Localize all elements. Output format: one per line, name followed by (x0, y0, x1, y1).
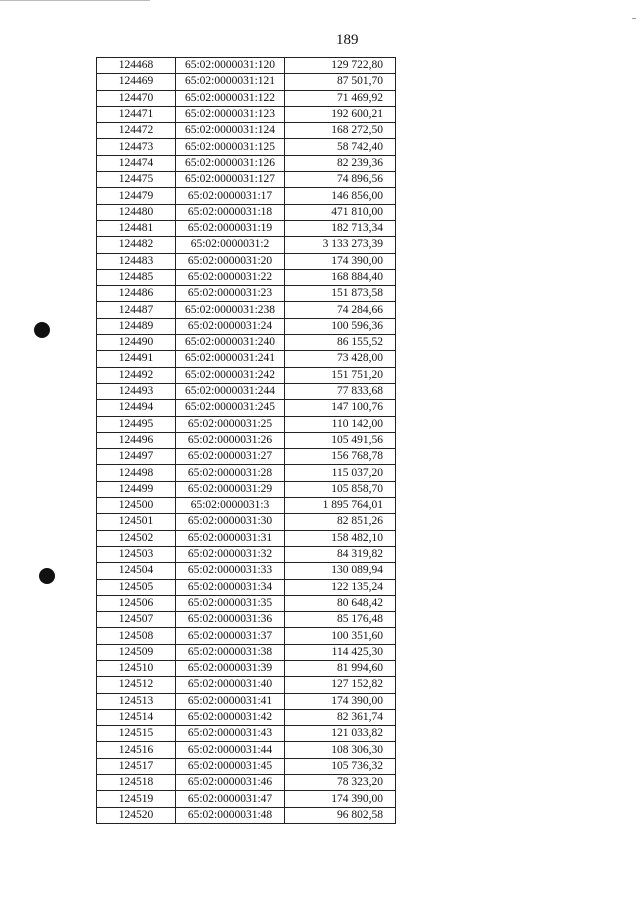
row-id-cell: 124481 (97, 220, 176, 236)
cadastral-value-cell: 114 425,30 (285, 644, 396, 660)
cadastral-value-cell: 168 272,50 (285, 123, 396, 139)
cadastral-value-cell: 110 142,00 (285, 416, 396, 432)
cadastral-value-cell: 100 596,36 (285, 318, 396, 334)
cadastral-number-cell: 65:02:0000031:28 (176, 465, 285, 481)
cadastral-value-cell: 115 037,20 (285, 465, 396, 481)
table-row (97, 726, 396, 742)
row-id-cell: 124507 (97, 612, 176, 628)
cadastral-number-cell: 65:02:0000031:18 (176, 204, 285, 220)
row-id-cell: 124500 (97, 498, 176, 514)
cadastral-number-cell: 65:02:0000031:39 (176, 660, 285, 676)
cadastral-number-cell: 65:02:0000031:238 (176, 302, 285, 318)
cadastral-number-cell: 65:02:0000031:126 (176, 155, 285, 171)
cadastral-value-cell: 147 100,76 (285, 400, 396, 416)
page-number: 189 (336, 32, 359, 48)
table-row (97, 807, 396, 823)
row-id-cell: 124475 (97, 172, 176, 188)
cadastral-value-table (96, 57, 396, 824)
cadastral-value-cell: 182 713,34 (285, 220, 396, 236)
table-row (97, 612, 396, 628)
cadastral-value-cell: 174 390,00 (285, 253, 396, 269)
cadastral-value-cell: 174 390,00 (285, 693, 396, 709)
table-row (97, 693, 396, 709)
row-id-cell: 124474 (97, 155, 176, 171)
table-row (97, 709, 396, 725)
row-id-cell: 124471 (97, 106, 176, 122)
table-row (97, 106, 396, 122)
row-id-cell: 124502 (97, 530, 176, 546)
cadastral-value-cell: 85 176,48 (285, 612, 396, 628)
cadastral-number-cell: 65:02:0000031:38 (176, 644, 285, 660)
cadastral-value-cell: 130 089,94 (285, 563, 396, 579)
table-row (97, 758, 396, 774)
row-id-cell: 124493 (97, 383, 176, 399)
table-row (97, 188, 396, 204)
cadastral-number-cell: 65:02:0000031:26 (176, 432, 285, 448)
cadastral-value-cell: 78 323,20 (285, 775, 396, 791)
cadastral-number-cell: 65:02:0000031:42 (176, 709, 285, 725)
table-row (97, 546, 396, 562)
cadastral-value-cell: 74 284,66 (285, 302, 396, 318)
table-row (97, 677, 396, 693)
table-row (97, 204, 396, 220)
table-row (97, 318, 396, 334)
cadastral-number-cell: 65:02:0000031:22 (176, 269, 285, 285)
cadastral-value-cell: 127 152,82 (285, 677, 396, 693)
table-row (97, 367, 396, 383)
row-id-cell: 124506 (97, 595, 176, 611)
cadastral-number-cell: 65:02:0000031:242 (176, 367, 285, 383)
row-id-cell: 124492 (97, 367, 176, 383)
row-id-cell: 124498 (97, 465, 176, 481)
row-id-cell: 124495 (97, 416, 176, 432)
cadastral-number-cell: 65:02:0000031:2 (176, 237, 285, 253)
table-row (97, 172, 396, 188)
table-row (97, 579, 396, 595)
cadastral-number-cell: 65:02:0000031:48 (176, 807, 285, 823)
cadastral-number-cell: 65:02:0000031:123 (176, 106, 285, 122)
row-id-cell: 124504 (97, 563, 176, 579)
row-id-cell: 124482 (97, 237, 176, 253)
table-row (97, 383, 396, 399)
cadastral-number-cell: 65:02:0000031:37 (176, 628, 285, 644)
row-id-cell: 124517 (97, 758, 176, 774)
cadastral-value-cell: 105 491,56 (285, 432, 396, 448)
row-id-cell: 124472 (97, 123, 176, 139)
cadastral-value-cell: 158 482,10 (285, 530, 396, 546)
table-row (97, 514, 396, 530)
cadastral-value-cell: 121 033,82 (285, 726, 396, 742)
cadastral-number-cell: 65:02:0000031:19 (176, 220, 285, 236)
cadastral-number-cell: 65:02:0000031:25 (176, 416, 285, 432)
row-id-cell: 124503 (97, 546, 176, 562)
cadastral-number-cell: 65:02:0000031:121 (176, 74, 285, 90)
cadastral-value-cell: 1 895 764,01 (285, 498, 396, 514)
scan-edge-line (0, 0, 150, 1)
cadastral-number-cell: 65:02:0000031:44 (176, 742, 285, 758)
row-id-cell: 124490 (97, 335, 176, 351)
table-row (97, 530, 396, 546)
row-id-cell: 124499 (97, 481, 176, 497)
cadastral-number-cell: 65:02:0000031:47 (176, 791, 285, 807)
scan-mark (632, 18, 636, 19)
cadastral-value-cell: 87 501,70 (285, 74, 396, 90)
cadastral-value-cell: 84 319,82 (285, 546, 396, 562)
cadastral-value-cell: 146 856,00 (285, 188, 396, 204)
table-row (97, 351, 396, 367)
cadastral-value-cell: 168 884,40 (285, 269, 396, 285)
cadastral-number-cell: 65:02:0000031:35 (176, 595, 285, 611)
row-id-cell: 124519 (97, 791, 176, 807)
cadastral-number-cell: 65:02:0000031:30 (176, 514, 285, 530)
row-id-cell: 124480 (97, 204, 176, 220)
table-body (97, 58, 396, 824)
cadastral-number-cell: 65:02:0000031:46 (176, 775, 285, 791)
cadastral-value-cell: 192 600,21 (285, 106, 396, 122)
table-row (97, 400, 396, 416)
cadastral-value-cell: 73 428,00 (285, 351, 396, 367)
cadastral-number-cell: 65:02:0000031:245 (176, 400, 285, 416)
table-row (97, 416, 396, 432)
row-id-cell: 124483 (97, 253, 176, 269)
cadastral-number-cell: 65:02:0000031:29 (176, 481, 285, 497)
cadastral-value-cell: 71 469,92 (285, 90, 396, 106)
table-row (97, 123, 396, 139)
cadastral-number-cell: 65:02:0000031:34 (176, 579, 285, 595)
cadastral-value-cell: 81 994,60 (285, 660, 396, 676)
binder-hole-upper (34, 322, 50, 338)
table-row (97, 139, 396, 155)
cadastral-number-cell: 65:02:0000031:41 (176, 693, 285, 709)
row-id-cell: 124505 (97, 579, 176, 595)
cadastral-number-cell: 65:02:0000031:241 (176, 351, 285, 367)
cadastral-number-cell: 65:02:0000031:127 (176, 172, 285, 188)
row-id-cell: 124489 (97, 318, 176, 334)
row-id-cell: 124469 (97, 74, 176, 90)
cadastral-value-cell: 77 833,68 (285, 383, 396, 399)
cadastral-number-cell: 65:02:0000031:31 (176, 530, 285, 546)
row-id-cell: 124485 (97, 269, 176, 285)
cadastral-value-cell: 100 351,60 (285, 628, 396, 644)
table-row (97, 220, 396, 236)
cadastral-value-cell: 74 896,56 (285, 172, 396, 188)
row-id-cell: 124470 (97, 90, 176, 106)
row-id-cell: 124496 (97, 432, 176, 448)
row-id-cell: 124520 (97, 807, 176, 823)
cadastral-number-cell: 65:02:0000031:45 (176, 758, 285, 774)
row-id-cell: 124491 (97, 351, 176, 367)
cadastral-value-cell: 82 239,36 (285, 155, 396, 171)
table-row (97, 563, 396, 579)
row-id-cell: 124486 (97, 286, 176, 302)
cadastral-number-cell: 65:02:0000031:3 (176, 498, 285, 514)
cadastral-number-cell: 65:02:0000031:120 (176, 58, 285, 74)
table-row (97, 237, 396, 253)
row-id-cell: 124514 (97, 709, 176, 725)
table-row (97, 253, 396, 269)
table-row (97, 791, 396, 807)
table-row (97, 465, 396, 481)
table-row (97, 155, 396, 171)
cadastral-value-cell: 82 361,74 (285, 709, 396, 725)
cadastral-value-cell: 3 133 273,39 (285, 237, 396, 253)
table-row (97, 432, 396, 448)
row-id-cell: 124468 (97, 58, 176, 74)
cadastral-value-cell: 156 768,78 (285, 449, 396, 465)
table-row (97, 775, 396, 791)
table-row (97, 595, 396, 611)
cadastral-number-cell: 65:02:0000031:17 (176, 188, 285, 204)
table-row (97, 335, 396, 351)
row-id-cell: 124516 (97, 742, 176, 758)
cadastral-number-cell: 65:02:0000031:43 (176, 726, 285, 742)
cadastral-value-cell: 96 802,58 (285, 807, 396, 823)
cadastral-value-cell: 174 390,00 (285, 791, 396, 807)
table-row (97, 498, 396, 514)
cadastral-value-cell: 471 810,00 (285, 204, 396, 220)
cadastral-number-cell: 65:02:0000031:240 (176, 335, 285, 351)
cadastral-number-cell: 65:02:0000031:33 (176, 563, 285, 579)
row-id-cell: 124518 (97, 775, 176, 791)
row-id-cell: 124497 (97, 449, 176, 465)
table-row (97, 628, 396, 644)
table-row (97, 742, 396, 758)
table-row (97, 644, 396, 660)
row-id-cell: 124510 (97, 660, 176, 676)
cadastral-number-cell: 65:02:0000031:32 (176, 546, 285, 562)
cadastral-number-cell: 65:02:0000031:27 (176, 449, 285, 465)
cadastral-value-cell: 105 858,70 (285, 481, 396, 497)
cadastral-number-cell: 65:02:0000031:23 (176, 286, 285, 302)
row-id-cell: 124487 (97, 302, 176, 318)
cadastral-value-cell: 129 722,80 (285, 58, 396, 74)
row-id-cell: 124473 (97, 139, 176, 155)
cadastral-number-cell: 65:02:0000031:40 (176, 677, 285, 693)
row-id-cell: 124501 (97, 514, 176, 530)
cadastral-number-cell: 65:02:0000031:122 (176, 90, 285, 106)
cadastral-number-cell: 65:02:0000031:244 (176, 383, 285, 399)
cadastral-number-cell: 65:02:0000031:124 (176, 123, 285, 139)
table-row (97, 90, 396, 106)
row-id-cell: 124494 (97, 400, 176, 416)
cadastral-value-cell: 86 155,52 (285, 335, 396, 351)
cadastral-value-cell: 151 751,20 (285, 367, 396, 383)
table-row (97, 302, 396, 318)
table-row (97, 286, 396, 302)
row-id-cell: 124513 (97, 693, 176, 709)
cadastral-number-cell: 65:02:0000031:36 (176, 612, 285, 628)
table-row (97, 74, 396, 90)
row-id-cell: 124509 (97, 644, 176, 660)
cadastral-number-cell: 65:02:0000031:24 (176, 318, 285, 334)
binder-hole-lower (39, 568, 55, 584)
row-id-cell: 124512 (97, 677, 176, 693)
row-id-cell: 124479 (97, 188, 176, 204)
table-row (97, 449, 396, 465)
cadastral-value-cell: 108 306,30 (285, 742, 396, 758)
table-row (97, 660, 396, 676)
table-row (97, 58, 396, 74)
cadastral-value-cell: 151 873,58 (285, 286, 396, 302)
cadastral-value-cell: 82 851,26 (285, 514, 396, 530)
cadastral-number-cell: 65:02:0000031:20 (176, 253, 285, 269)
cadastral-value-cell: 58 742,40 (285, 139, 396, 155)
cadastral-value-cell: 122 135,24 (285, 579, 396, 595)
row-id-cell: 124515 (97, 726, 176, 742)
cadastral-value-cell: 80 648,42 (285, 595, 396, 611)
table-row (97, 481, 396, 497)
table-row (97, 269, 396, 285)
cadastral-number-cell: 65:02:0000031:125 (176, 139, 285, 155)
row-id-cell: 124508 (97, 628, 176, 644)
cadastral-value-cell: 105 736,32 (285, 758, 396, 774)
